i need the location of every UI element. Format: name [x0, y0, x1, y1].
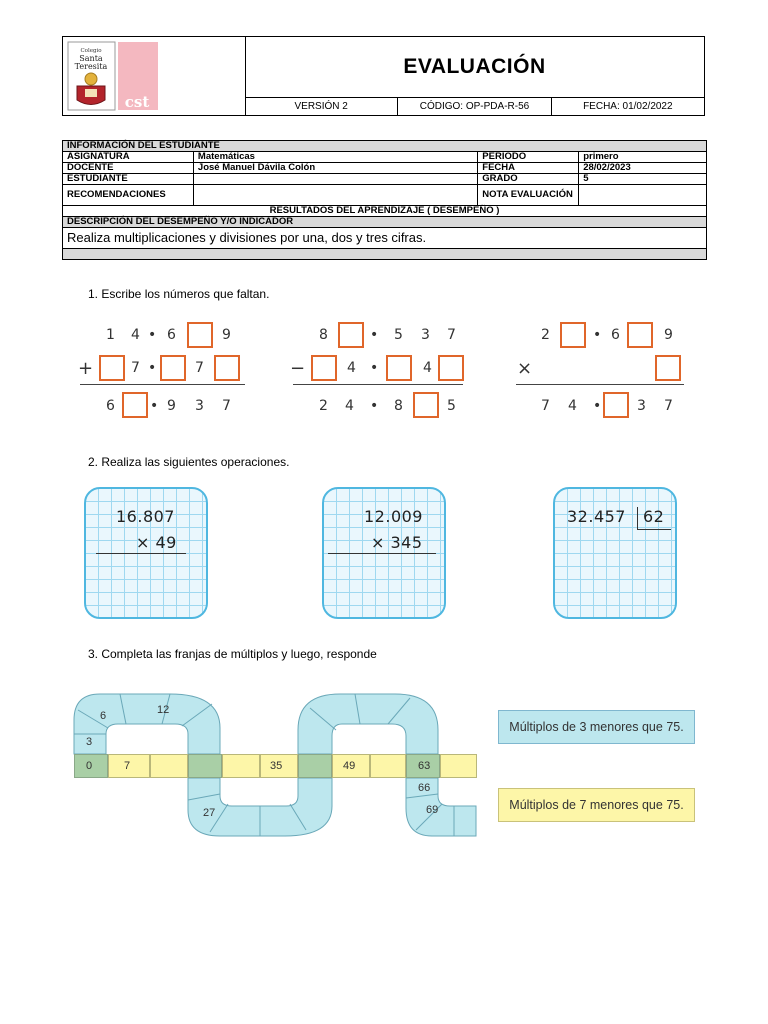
snake-number: 0	[86, 760, 93, 772]
missing-digit-box[interactable]	[603, 392, 629, 418]
strip-cell	[188, 754, 222, 778]
date-label: FECHA: 01/02/2022	[583, 100, 673, 112]
info-section-title: INFORMACIÓN DEL ESTUDIANTE	[63, 141, 707, 152]
digit: 7	[195, 360, 204, 376]
missing-digit-box[interactable]	[627, 322, 653, 348]
digit: 2	[319, 398, 328, 414]
digit: •	[370, 398, 379, 414]
missing-digit-box[interactable]	[338, 322, 364, 348]
times-sign: ×	[517, 358, 533, 379]
version-label: VERSIÓN 2	[245, 97, 398, 115]
missing-digit-box[interactable]	[99, 355, 125, 381]
missing-digit-box[interactable]	[386, 355, 412, 381]
difference-line	[293, 384, 463, 385]
product-line	[516, 384, 684, 385]
document-title: EVALUACIÓN	[245, 37, 704, 98]
result-line	[328, 553, 436, 554]
digit: 2	[541, 327, 550, 343]
digit: •	[150, 398, 159, 414]
operand-top: 12.009	[364, 507, 423, 526]
grid-card-multiplication-2[interactable]	[322, 487, 446, 619]
digit: •	[148, 360, 157, 376]
strip-cell	[298, 754, 332, 778]
missing-digit-box[interactable]	[160, 355, 186, 381]
value-student[interactable]	[193, 174, 477, 185]
strip-cell[interactable]	[370, 754, 406, 778]
strip-cell[interactable]	[150, 754, 188, 778]
strip-cell[interactable]	[222, 754, 260, 778]
logo-text-2: Santa	[79, 54, 103, 63]
digit: 6	[167, 327, 176, 343]
dividend: 32.457	[567, 507, 626, 526]
digit: 6	[611, 327, 620, 343]
plus-sign: +	[78, 358, 94, 379]
results-title: RESULTADOS DEL APRENDIZAJE ( DESEMPEÑO )	[63, 206, 707, 217]
snake-number: 69	[426, 804, 439, 816]
digit: 7	[664, 398, 673, 414]
grid-card-division[interactable]	[553, 487, 677, 619]
label-multiples-of-7: Múltiplos de 7 menores que 75.	[498, 788, 695, 822]
logo-text-1: Colegio	[80, 48, 102, 54]
label-date: FECHA	[478, 163, 579, 174]
digit: 4	[423, 360, 432, 376]
digit: 4	[131, 327, 140, 343]
label-multiples-of-3: Múltiplos de 3 menores que 75.	[498, 710, 695, 744]
snake-number: 63	[418, 760, 431, 772]
snake-number: 6	[100, 710, 107, 722]
digit: 9	[664, 327, 673, 343]
missing-digit-box[interactable]	[560, 322, 586, 348]
missing-digit-box[interactable]	[311, 355, 337, 381]
label-recommendations: RECOMENDACIONES	[63, 185, 194, 206]
digit: 6	[106, 398, 115, 414]
logo-cell	[63, 37, 246, 115]
value-recommendations[interactable]	[193, 185, 477, 206]
operand-bottom: × 49	[136, 533, 177, 552]
code-label: CÓDIGO: OP-PDA-R-56	[398, 97, 551, 115]
digit: •	[370, 360, 379, 376]
missing-digit-box[interactable]	[122, 392, 148, 418]
digit: 5	[447, 398, 456, 414]
snake-number: 12	[157, 704, 170, 716]
label-period: PERIODO	[478, 152, 579, 163]
description-title: DESCRIPCIÓN DEL DESEMPEÑO Y/O INDICADOR	[63, 217, 707, 228]
operand-bottom: × 345	[371, 533, 423, 552]
snake-number: 66	[418, 782, 431, 794]
snake-number: 35	[270, 760, 283, 772]
digit: 3	[637, 398, 646, 414]
value-subject: Matemáticas	[193, 152, 477, 163]
digit: 7	[541, 398, 550, 414]
division-bracket-horizontal	[637, 529, 671, 530]
digit: •	[148, 327, 157, 343]
strip-cell[interactable]	[440, 754, 477, 778]
description-text: Realiza multiplicaciones y divisiones por una, dos y tres cifras.	[63, 228, 707, 249]
sum-line	[80, 384, 245, 385]
missing-digit-box[interactable]	[413, 392, 439, 418]
missing-digit-box[interactable]	[214, 355, 240, 381]
missing-digit-box[interactable]	[187, 322, 213, 348]
logo-text-3: Teresita	[74, 62, 108, 71]
label-student: ESTUDIANTE	[63, 174, 194, 185]
digit: 4	[347, 360, 356, 376]
missing-digit-box[interactable]	[438, 355, 464, 381]
digit: 7	[131, 360, 140, 376]
division-bracket-vertical	[637, 507, 638, 529]
digit: 7	[447, 327, 456, 343]
label-grade: GRADO	[478, 174, 579, 185]
digit: 8	[394, 398, 403, 414]
question-1-prompt: 1. Escribe los números que faltan.	[88, 287, 270, 301]
document-header	[62, 36, 705, 116]
school-logo	[63, 37, 245, 115]
result-line	[96, 553, 186, 554]
digit: 3	[195, 398, 204, 414]
digit: 7	[222, 398, 231, 414]
missing-digit-box[interactable]	[655, 355, 681, 381]
digit: 8	[319, 327, 328, 343]
minus-sign: −	[290, 358, 306, 379]
grid-card-multiplication-1[interactable]	[84, 487, 208, 619]
label-teacher: DOCENTE	[63, 163, 194, 174]
digit: 9	[167, 398, 176, 414]
digit: 9	[222, 327, 231, 343]
value-date: 28/02/2023	[579, 163, 707, 174]
digit: 4	[568, 398, 577, 414]
snake-number: 3	[86, 736, 93, 748]
snake-number: 49	[343, 760, 356, 772]
value-grade: 5	[579, 174, 707, 185]
snake-number: 7	[124, 760, 131, 772]
student-info-table	[62, 140, 707, 260]
document-meta	[245, 97, 704, 115]
operand-top: 16.807	[116, 507, 175, 526]
digit: •	[593, 327, 602, 343]
snake-number: 27	[203, 807, 216, 819]
value-grade-note[interactable]	[579, 185, 707, 206]
digit: •	[370, 327, 379, 343]
divisor: 62	[643, 507, 665, 526]
digit: 1	[106, 327, 115, 343]
description-blank-row	[63, 249, 707, 260]
label-subject: ASIGNATURA	[63, 152, 194, 163]
question-3-prompt: 3. Completa las franjas de múltiplos y luego, responde	[88, 647, 377, 661]
logo-initials: cst	[124, 93, 150, 111]
digit: 3	[421, 327, 430, 343]
value-period: primero	[579, 152, 707, 163]
digit: 4	[345, 398, 354, 414]
digit: 5	[394, 327, 403, 343]
value-teacher: José Manuel Dávila Colón	[193, 163, 477, 174]
digit: •	[593, 398, 602, 414]
question-2-prompt: 2. Realiza las siguientes operaciones.	[88, 455, 290, 469]
label-grade-note: NOTA EVALUACIÓN	[478, 185, 579, 206]
